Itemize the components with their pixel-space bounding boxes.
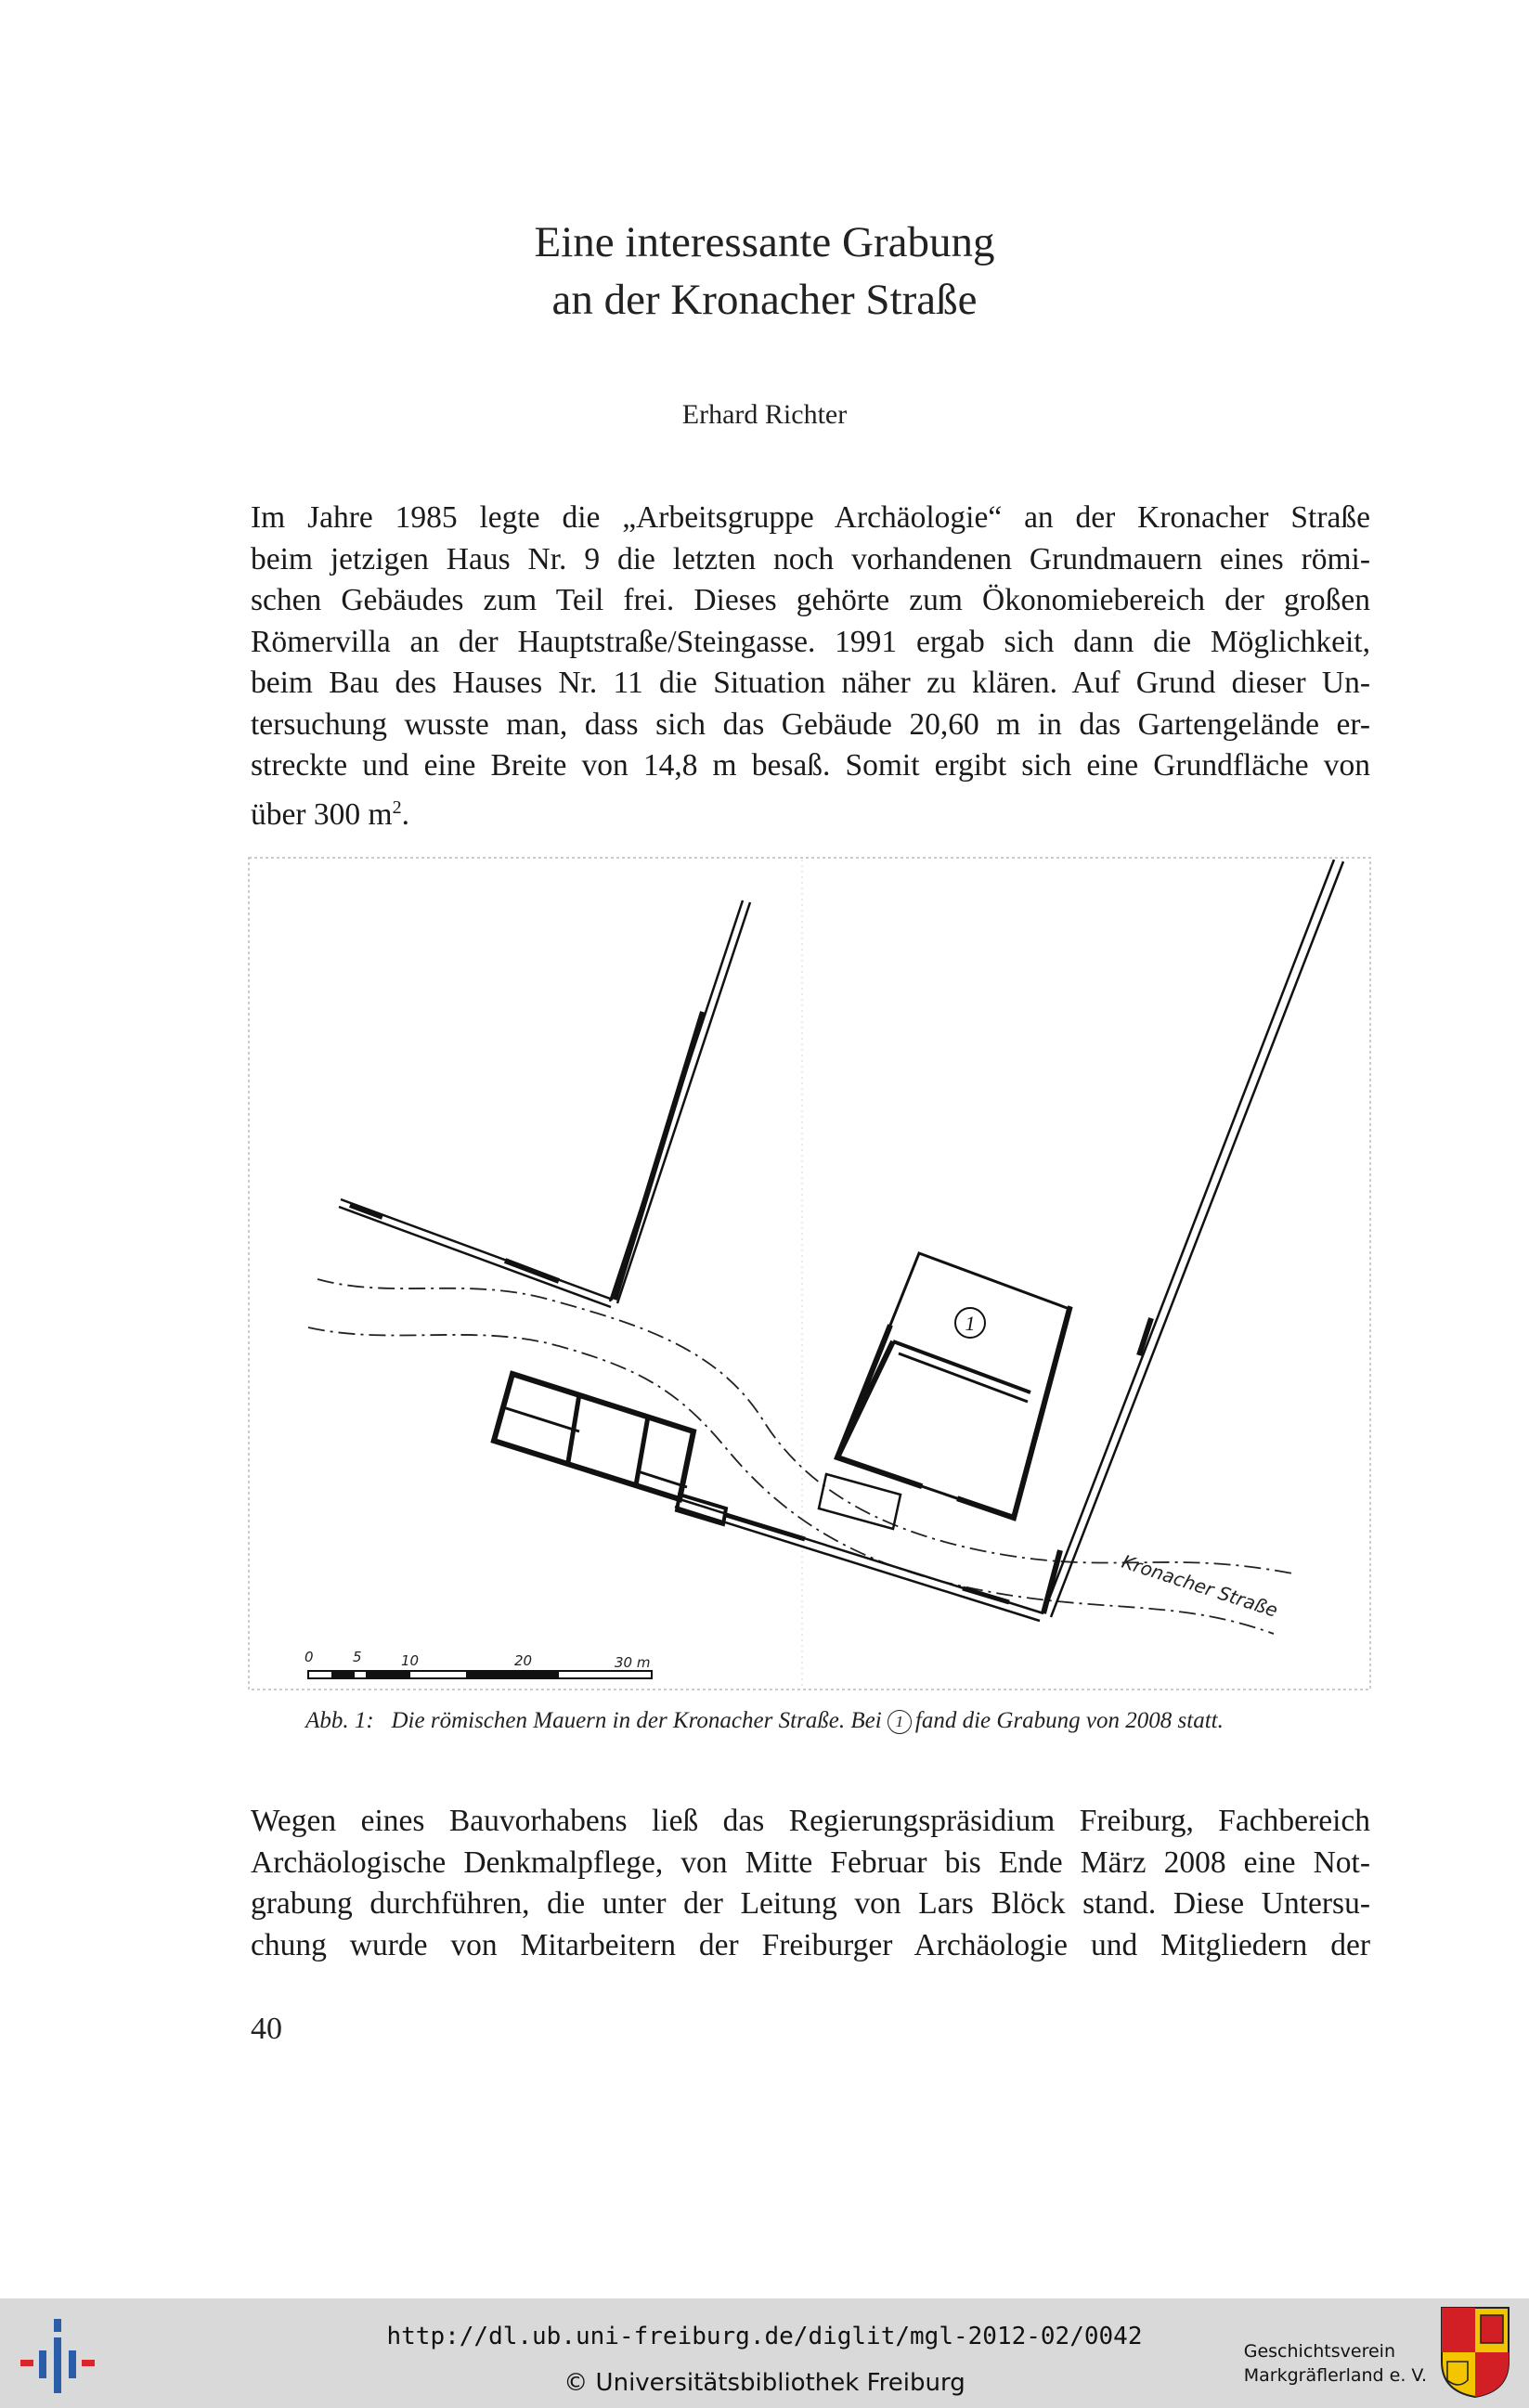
wall-east bbox=[1043, 860, 1343, 1617]
area-text: über 300 m bbox=[251, 796, 393, 832]
paragraph-2 bbox=[251, 1801, 1370, 1966]
paragraph-line: Im Jahre 1985 legte die „Arbeitsgruppe Archäologie“ an der Kronacher Straße bbox=[251, 500, 1370, 535]
caption-text-end: fand die Grabung von 2008 statt. bbox=[914, 1708, 1224, 1733]
paragraph-line: beim jetzigen Haus Nr. 9 die letzten noch vorhandenen Grundmauern eines römi- bbox=[251, 541, 1370, 576]
caption-prefix: Abb. 1: bbox=[305, 1708, 374, 1733]
street-label: Kronacher Straße bbox=[1119, 1549, 1281, 1622]
road-edge-south bbox=[308, 1327, 1274, 1634]
figure-border bbox=[249, 858, 1370, 1689]
wall-south bbox=[675, 1499, 1043, 1621]
paragraph-line: streckte und eine Breite von 14,8 m besaß. Somit ergibt sich eine Grundfläche von bbox=[251, 748, 1370, 783]
paragraph-line: Archäologische Denkmalpflege, von Mitte Februar bis Ende März 2008 eine Not- bbox=[251, 1845, 1370, 1880]
document-url[interactable]: http://dl.ub.uni-freiburg.de/diglit/mgl-2012-02/0042 bbox=[386, 2323, 1143, 2350]
title-line-1: Eine interessante Grabung bbox=[534, 218, 995, 266]
scale-label: 20 bbox=[514, 1652, 533, 1669]
scale-label: 30 m bbox=[615, 1654, 651, 1671]
paragraph-line: grabung durchführen, die unter der Leitung von Lars Blöck stand. Diese Untersu- bbox=[251, 1886, 1370, 1921]
society-line-1: Geschichtsverein bbox=[1243, 2341, 1395, 2362]
page-number: 40 bbox=[251, 2012, 282, 2046]
paragraph-1 bbox=[251, 498, 1370, 835]
caption-marker: 1 bbox=[888, 1710, 912, 1734]
scale-label: 5 bbox=[353, 1649, 362, 1665]
superscript: 2 bbox=[392, 796, 402, 818]
wall-west bbox=[339, 1199, 613, 1307]
title-line-2: an der Kronacher Straße bbox=[551, 276, 978, 324]
paragraph-line: beim Bau des Hauses Nr. 11 die Situation näher zu klären. Auf Grund dieser Un- bbox=[251, 666, 1370, 700]
paragraph-last-line bbox=[251, 787, 1370, 836]
caption-text: Die römischen Mauern in der Kronacher Straße. Bei bbox=[391, 1708, 888, 1733]
building-marker: 1 bbox=[965, 1312, 976, 1335]
article-title bbox=[0, 214, 1529, 329]
building-large bbox=[819, 1253, 1069, 1529]
paragraph-line: tersuchung wusste man, dass sich das Gebäude 20,60 m in das Gartengelände er- bbox=[251, 706, 1370, 742]
road-edge-north bbox=[317, 1279, 1292, 1573]
paragraph-line: chung wurde von Mitarbeitern der Freiburger Archäologie und Mitgliedern der bbox=[251, 1927, 1370, 1962]
scale-bar bbox=[308, 1671, 652, 1678]
copyright: © Universitätsbibliothek Freiburg bbox=[564, 2369, 965, 2397]
coat-of-arms-icon bbox=[1440, 2306, 1510, 2399]
paragraph-line: Römervilla an der Hauptstraße/Steingasse. 1991 ergab sich dann die Möglichkeit, bbox=[251, 624, 1370, 659]
sentence-end: . bbox=[401, 796, 409, 832]
site-plan-drawing bbox=[243, 854, 1376, 1694]
figure-caption bbox=[0, 1708, 1529, 1734]
paragraph-line: Wegen eines Bauvorhabens ließ das Regierungspräsidium Freiburg, Fachbereich bbox=[251, 1804, 1370, 1838]
footer-bar bbox=[0, 2298, 1529, 2408]
society-name bbox=[1244, 2339, 1427, 2388]
paragraph-line: schen Gebäudes zum Teil frei. Dieses gehörte zum Ökonomiebereich der großen bbox=[251, 583, 1370, 617]
scale-label: 0 bbox=[305, 1649, 314, 1665]
scale-label: 10 bbox=[401, 1652, 420, 1669]
author: Erhard Richter bbox=[681, 399, 848, 430]
wall-north-left bbox=[610, 900, 750, 1303]
society-line-2: Markgräflerland e. V. bbox=[1243, 2365, 1427, 2386]
site-plan-figure bbox=[243, 854, 1376, 1694]
